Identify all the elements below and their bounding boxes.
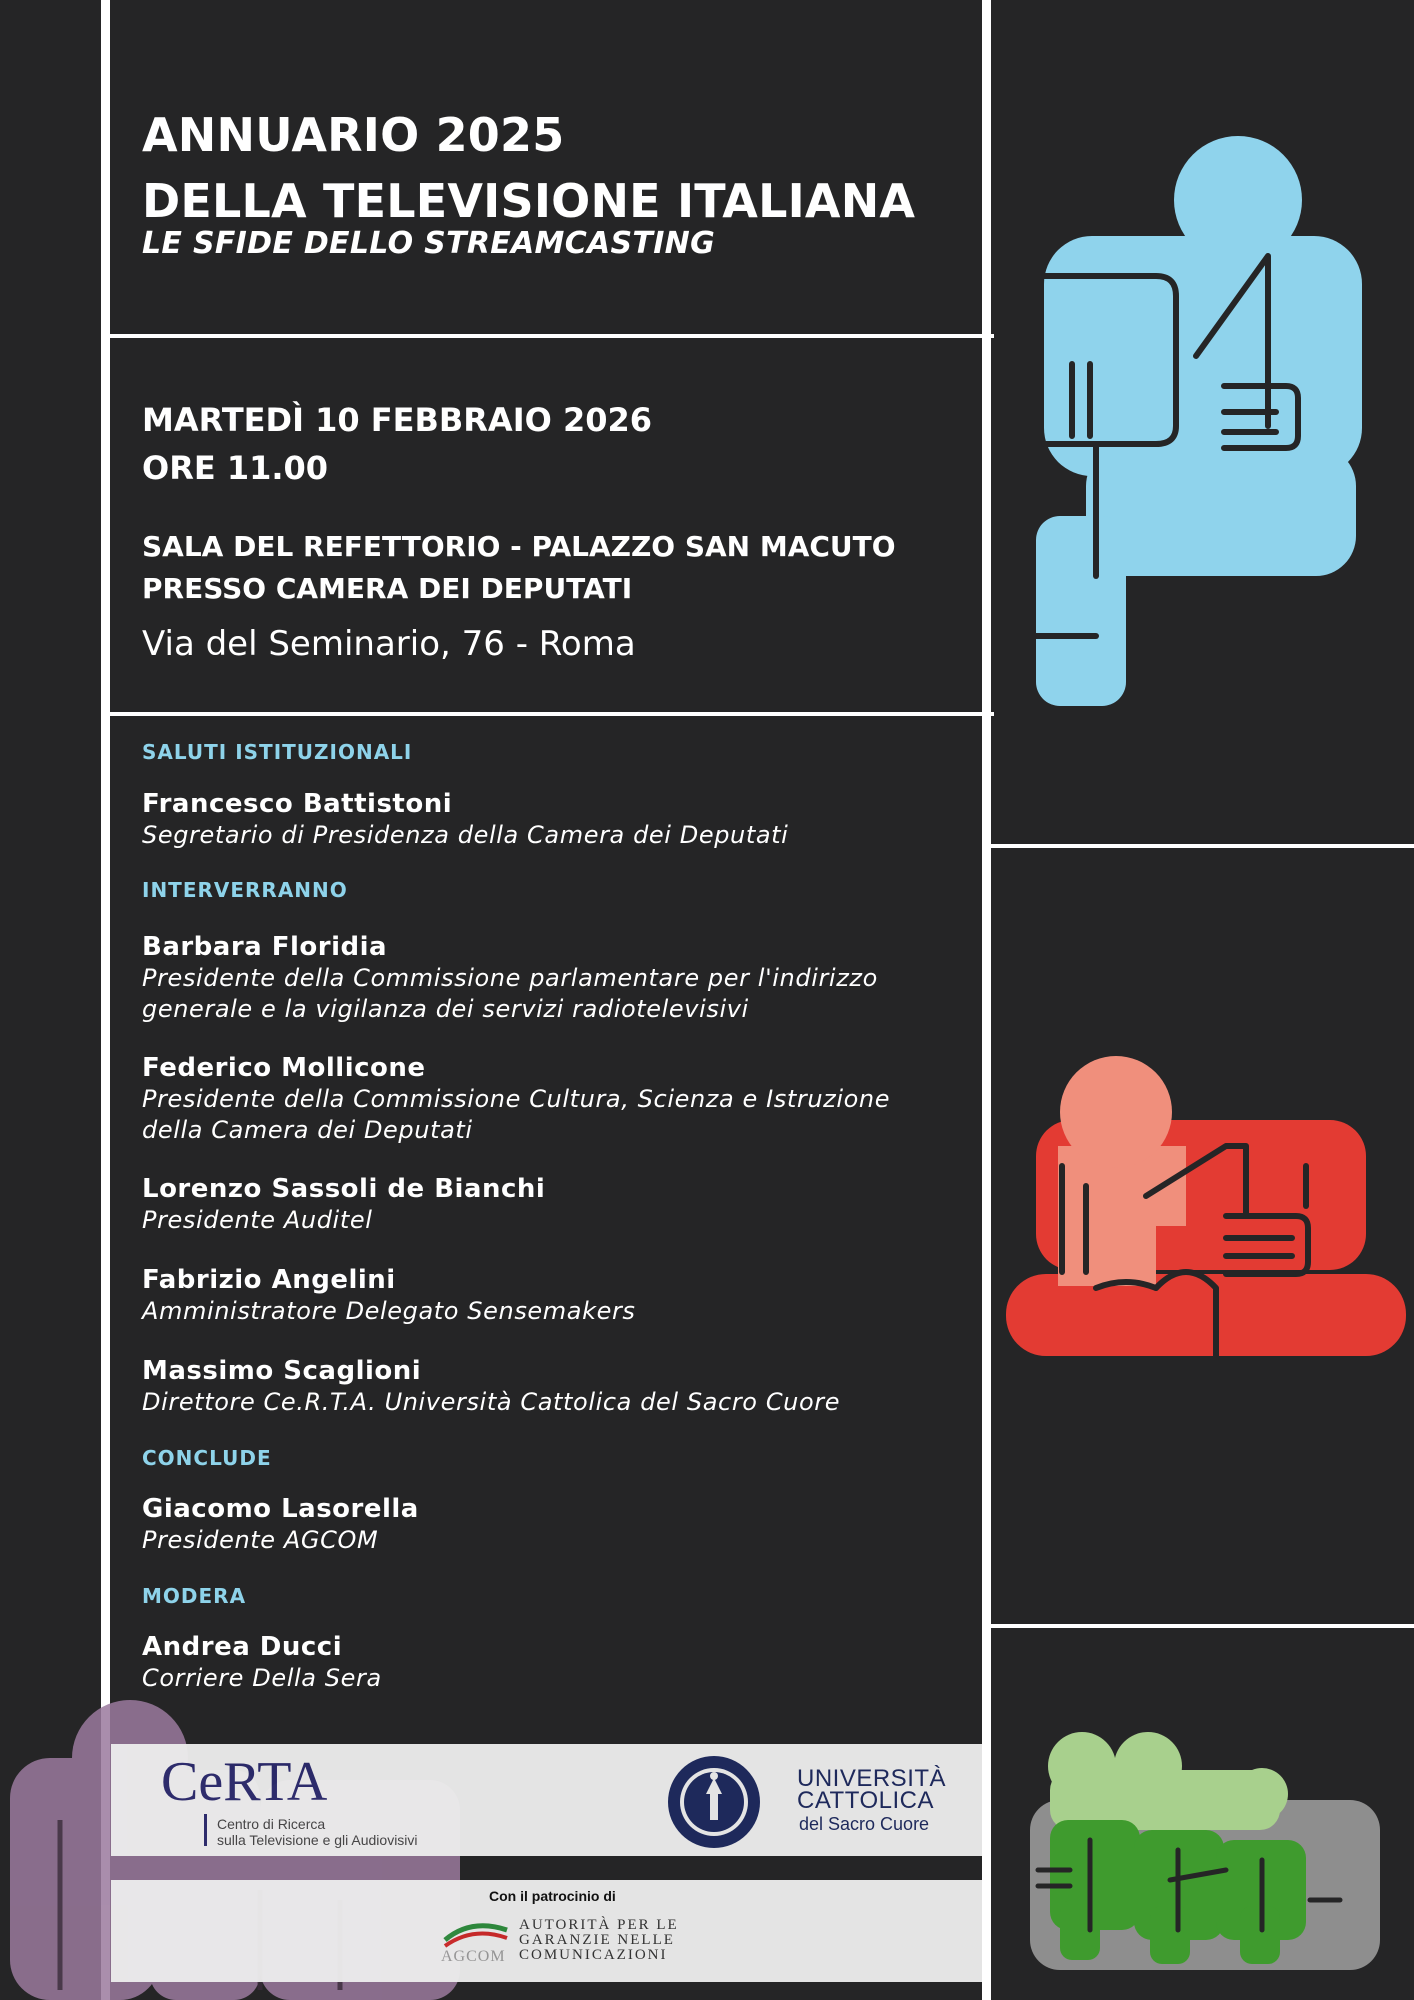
- agcom-line-3: COMUNICAZIONI: [519, 1947, 668, 1963]
- speaker-name: Lorenzo Sassoli de Bianchi: [142, 1174, 546, 1204]
- agcom-mark: AGCOM: [441, 1948, 506, 1965]
- blue-figure-illustration: [1036, 136, 1366, 706]
- speaker-role: Presidente della Commissione parlamentare per l'indirizzo: [142, 964, 878, 992]
- speaker-battistoni: [142, 788, 962, 851]
- label-interverranno: INTERVERRANNO: [142, 878, 348, 902]
- speaker-name: Federico Mollicone: [142, 1053, 426, 1083]
- header-section: [142, 102, 962, 261]
- venue-line-1: SALA DEL REFETTORIO - PALAZZO SAN MACUTO: [142, 530, 896, 563]
- speaker-name: Massimo Scaglioni: [142, 1356, 422, 1386]
- speaker-lasorella: [142, 1493, 962, 1556]
- speaker-role: Presidente Auditel: [142, 1206, 373, 1234]
- green-family-illustration: [1030, 1730, 1380, 1970]
- frame-center-line: [982, 0, 991, 2000]
- title-line-2: DELLA TELEVISIONE ITALIANA: [142, 174, 916, 228]
- label-modera: MODERA: [142, 1584, 247, 1608]
- event-date: MARTEDÌ 10 FEBBRAIO 2026: [142, 401, 652, 439]
- speaker-scaglioni: [142, 1355, 962, 1418]
- agcom-line-2: GARANZIE NELLE: [519, 1932, 675, 1948]
- speaker-role: Presidente della Commissione Cultura, Scienza e Istruzione: [142, 1085, 891, 1113]
- speaker-name: Fabrizio Angelini: [142, 1265, 396, 1295]
- speaker-name: Andrea Ducci: [142, 1632, 343, 1662]
- agcom-swoosh-icon: [441, 1916, 511, 1950]
- certa-subtitle-1: Centro di Ricerca: [217, 1816, 326, 1832]
- logos-bar: [111, 1744, 982, 1856]
- certa-logo-bar-mark: [204, 1814, 207, 1846]
- patrocinio-label: Con il patrocinio di: [489, 1888, 616, 1904]
- speaker-ducci: [142, 1631, 962, 1694]
- speaker-angelini: [142, 1264, 962, 1327]
- speaker-role: generale e la vigilanza dei servizi radiotelevisivi: [142, 995, 749, 1023]
- speaker-name: Francesco Battistoni: [142, 789, 453, 819]
- subtitle: LE SFIDE DELLO STREAMCASTING: [142, 226, 715, 261]
- event-address: Via del Seminario, 76 - Roma: [142, 624, 636, 664]
- speaker-role: Direttore Ce.R.T.A. Università Cattolica del Sacro Cuore: [142, 1388, 841, 1416]
- event-time: ORE 11.00: [142, 449, 329, 487]
- label-conclude: CONCLUDE: [142, 1446, 272, 1470]
- speaker-floridia: [142, 931, 962, 1025]
- speaker-role: Corriere Della Sera: [142, 1664, 382, 1692]
- speaker-role: Amministratore Delegato Sensemakers: [142, 1297, 636, 1325]
- divider-event: [110, 712, 994, 716]
- speaker-role: Segretario di Presidenza della Camera dei Deputati: [142, 821, 789, 849]
- divider-right-2: [991, 1624, 1414, 1628]
- event-section: [142, 396, 972, 664]
- ucsc-logo-line-3: del Sacro Cuore: [799, 1814, 930, 1834]
- red-figure-illustration: [1006, 1056, 1406, 1356]
- ucsc-logo-line-1: UNIVERSITÀ: [797, 1765, 947, 1792]
- divider-header: [110, 334, 994, 338]
- speaker-role: Presidente AGCOM: [142, 1526, 379, 1554]
- speaker-name: Giacomo Lasorella: [142, 1494, 419, 1524]
- agcom-line-1: AUTORITÀ PER LE: [519, 1917, 679, 1933]
- speaker-name: Barbara Floridia: [142, 932, 388, 962]
- certa-logo-name: CeRTA: [161, 1751, 328, 1813]
- certa-subtitle-2: sulla Televisione e gli Audiovisivi: [217, 1832, 418, 1848]
- ucsc-seal-icon: [666, 1754, 762, 1850]
- divider-right-1: [991, 844, 1414, 848]
- ucsc-logo-line-2: CATTOLICA: [797, 1787, 934, 1814]
- label-saluti: SALUTI ISTITUZIONALI: [142, 740, 413, 764]
- speaker-role: della Camera dei Deputati: [142, 1116, 473, 1144]
- speaker-mollicone: [142, 1052, 962, 1146]
- patrocinio-bar: [111, 1880, 982, 1982]
- venue-line-2: PRESSO CAMERA DEI DEPUTATI: [142, 572, 633, 605]
- title-line-1: ANNUARIO 2025: [142, 108, 565, 162]
- speaker-sassoli: [142, 1173, 962, 1236]
